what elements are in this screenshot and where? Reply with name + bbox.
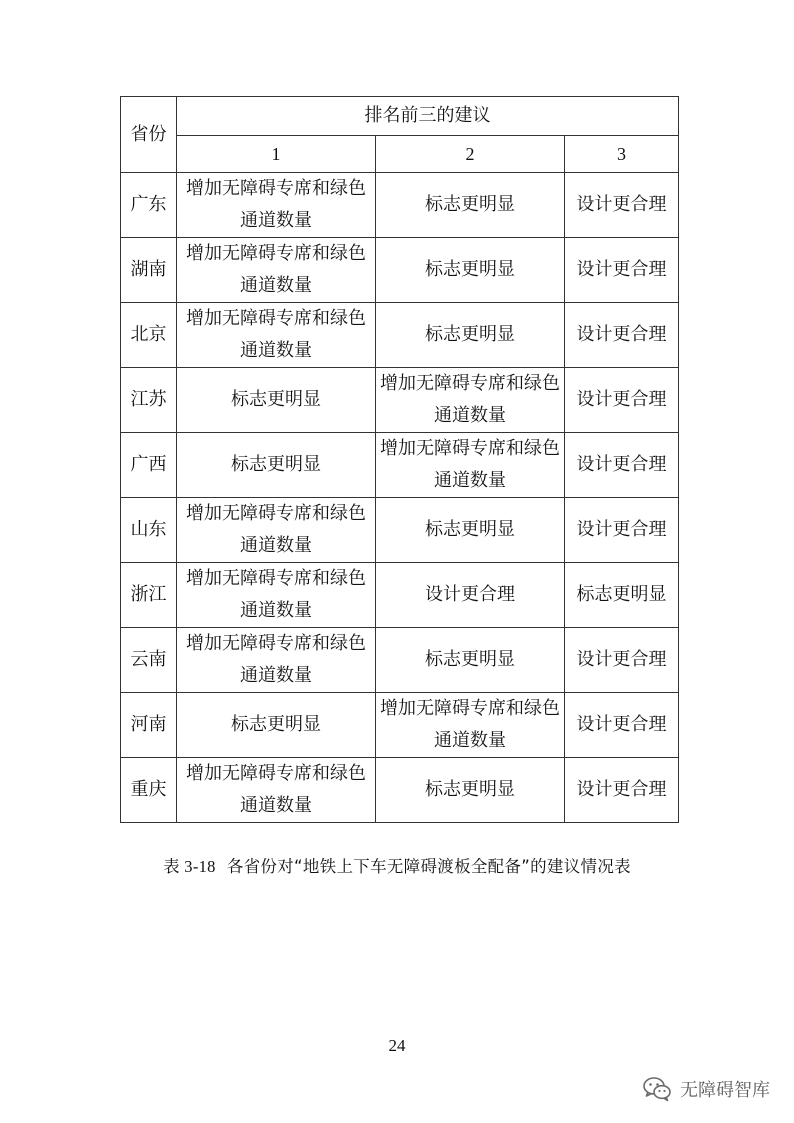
page-number: 24 [388,1036,406,1055]
province-cell: 湖南 [121,238,177,303]
suggestion-1-cell: 增加无障碍专席和绿色通道数量 [177,758,376,823]
province-cell: 山东 [121,498,177,563]
rank-2-header: 2 [376,136,565,173]
province-cell: 北京 [121,303,177,368]
province-cell: 江苏 [121,368,177,433]
suggestion-1-cell: 增加无障碍专席和绿色通道数量 [177,563,376,628]
suggestion-1-cell: 增加无障碍专席和绿色通道数量 [177,498,376,563]
suggestion-3-cell: 设计更合理 [565,693,679,758]
province-cell: 浙江 [121,563,177,628]
province-cell: 云南 [121,628,177,693]
suggestion-ranking-table [120,96,679,823]
table-row [121,628,679,693]
suggestion-3-cell: 设计更合理 [565,433,679,498]
table-row [121,173,679,238]
rank-1-header: 1 [177,136,376,173]
table-row [121,368,679,433]
table-caption [0,853,794,877]
suggestion-1-cell: 标志更明显 [177,433,376,498]
suggestion-2-cell: 标志更明显 [376,758,565,823]
suggestion-3-cell: 设计更合理 [565,628,679,693]
caption-label: 表 3-18 [163,857,216,876]
table-row [121,238,679,303]
table-row [121,563,679,628]
province-cell: 重庆 [121,758,177,823]
suggestion-2-cell: 设计更合理 [376,563,565,628]
province-cell: 广东 [121,173,177,238]
suggestion-2-cell: 增加无障碍专席和绿色通道数量 [376,368,565,433]
suggestion-3-cell: 设计更合理 [565,238,679,303]
province-cell: 河南 [121,693,177,758]
suggestion-1-cell: 增加无障碍专席和绿色通道数量 [177,173,376,238]
suggestion-1-cell: 标志更明显 [177,693,376,758]
province-header: 省份 [121,97,177,173]
table-row [121,758,679,823]
suggestion-3-cell: 设计更合理 [565,303,679,368]
suggestion-3-cell: 标志更明显 [565,563,679,628]
table-row [121,433,679,498]
table-row [121,498,679,563]
suggestion-2-cell: 标志更明显 [376,303,565,368]
suggestion-3-cell: 设计更合理 [565,368,679,433]
suggestion-3-cell: 设计更合理 [565,758,679,823]
suggestion-1-cell: 增加无障碍专席和绿色通道数量 [177,238,376,303]
suggestion-3-cell: 设计更合理 [565,173,679,238]
suggestion-1-cell: 增加无障碍专席和绿色通道数量 [177,303,376,368]
suggestion-1-cell: 增加无障碍专席和绿色通道数量 [177,628,376,693]
top-three-header: 排名前三的建议 [177,97,679,136]
suggestion-2-cell: 标志更明显 [376,628,565,693]
suggestion-1-cell: 标志更明显 [177,368,376,433]
suggestion-3-cell: 设计更合理 [565,498,679,563]
rank-3-header: 3 [565,136,679,173]
province-cell: 广西 [121,433,177,498]
suggestion-2-cell: 增加无障碍专席和绿色通道数量 [376,693,565,758]
suggestion-2-cell: 标志更明显 [376,238,565,303]
suggestion-2-cell: 增加无障碍专席和绿色通道数量 [376,433,565,498]
wechat-icon [642,1076,672,1102]
caption-text: 各省份对“地铁上下车无障碍渡板全配备”的建议情况表 [226,857,631,876]
watermark-text: 无障碍智库 [680,1080,770,1101]
suggestion-2-cell: 标志更明显 [376,173,565,238]
watermark [642,1076,770,1102]
suggestion-2-cell: 标志更明显 [376,498,565,563]
table-row [121,303,679,368]
table-row [121,693,679,758]
